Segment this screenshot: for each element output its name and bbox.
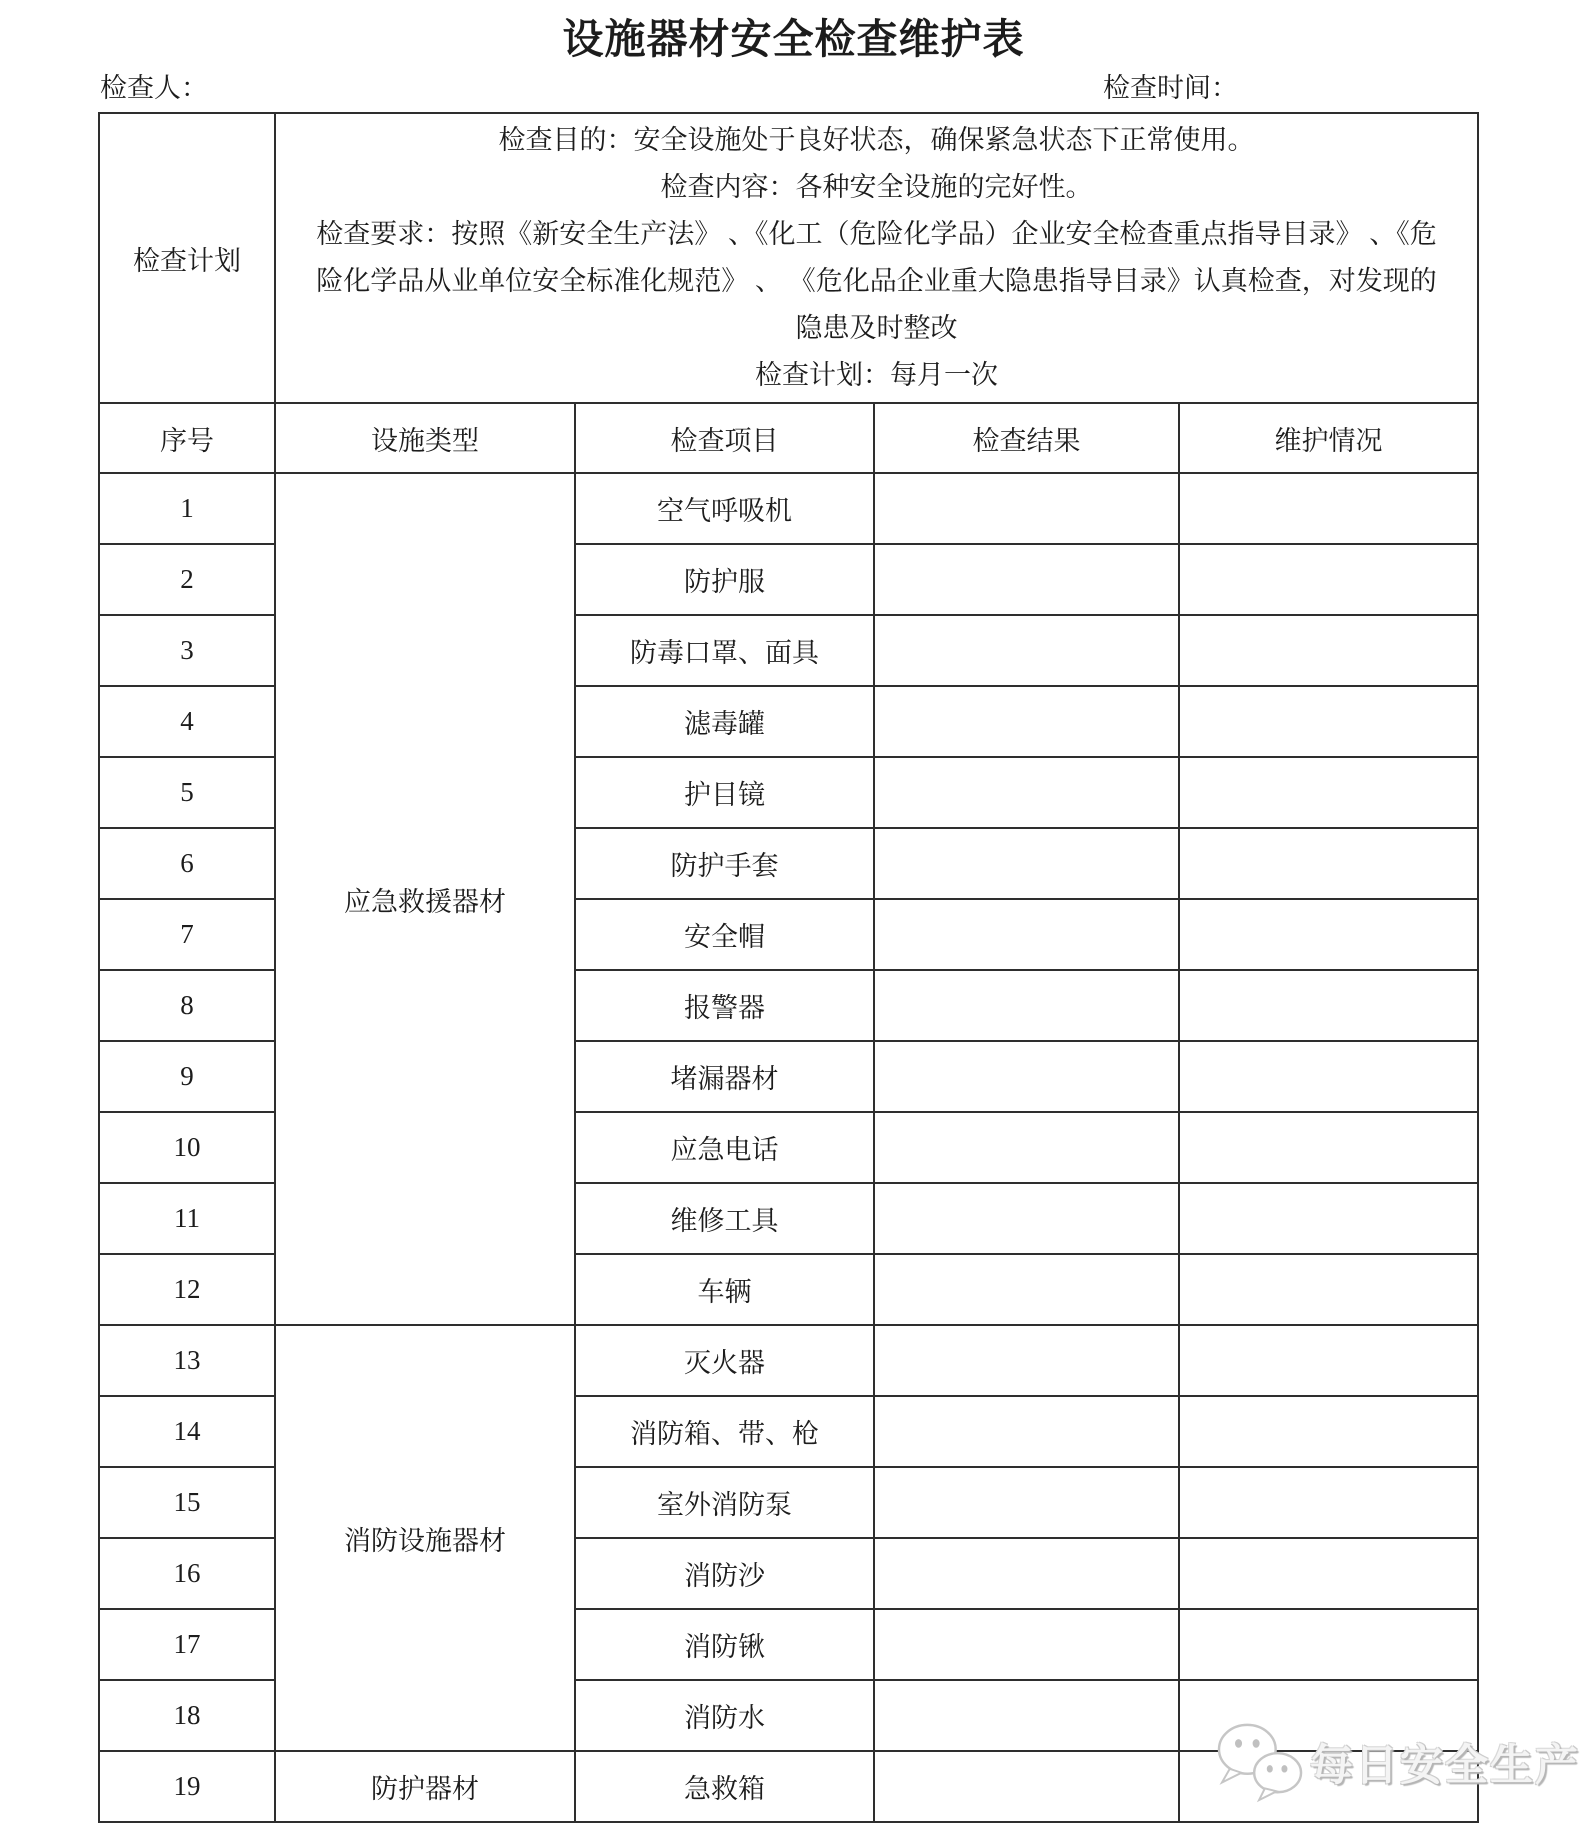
- result-cell: [874, 1254, 1179, 1325]
- plan-line: 检查内容：各种安全设施的完好性。: [660, 172, 1093, 202]
- maintenance-cell: [1179, 757, 1478, 828]
- maintenance-cell: [1179, 544, 1478, 615]
- inspection-table: [98, 112, 1479, 1823]
- plan-row-label: 检查计划: [99, 113, 275, 403]
- result-cell: [874, 1680, 1179, 1751]
- maintenance-cell: [1179, 1609, 1478, 1680]
- item-cell: 消防沙: [575, 1538, 874, 1609]
- result-cell: [874, 1751, 1179, 1822]
- item-cell: 滤毒罐: [575, 686, 874, 757]
- result-cell: [874, 473, 1179, 544]
- item-cell: 防护服: [575, 544, 874, 615]
- result-cell: [874, 899, 1179, 970]
- row-number-cell: 19: [99, 1751, 275, 1822]
- item-cell: 应急电话: [575, 1112, 874, 1183]
- header-check-result: 检查结果: [874, 403, 1179, 473]
- row-number-cell: 5: [99, 757, 275, 828]
- meta-row: [98, 66, 1477, 106]
- row-number-cell: 8: [99, 970, 275, 1041]
- plan-line: 隐患及时整改: [795, 313, 958, 343]
- maintenance-cell: [1179, 1183, 1478, 1254]
- row-number-cell: 10: [99, 1112, 275, 1183]
- maintenance-cell: [1179, 1325, 1478, 1396]
- item-cell: 报警器: [575, 970, 874, 1041]
- plan-line: 检查要求：按照《新安全生产法》 、《化工（危险化学品）企业安全检查重点指导目录》 、《危: [316, 219, 1437, 249]
- plan-line: 检查计划：每月一次: [755, 360, 998, 390]
- row-number-cell: 15: [99, 1467, 275, 1538]
- header-facility-type: 设施类型: [275, 403, 575, 473]
- item-cell: 室外消防泵: [575, 1467, 874, 1538]
- row-number-cell: 11: [99, 1183, 275, 1254]
- item-cell: 灭火器: [575, 1325, 874, 1396]
- item-cell: 消防水: [575, 1680, 874, 1751]
- maintenance-cell: [1179, 970, 1478, 1041]
- result-cell: [874, 544, 1179, 615]
- header-maintenance-status: 维护情况: [1179, 403, 1478, 473]
- result-cell: [874, 1538, 1179, 1609]
- result-cell: [874, 1325, 1179, 1396]
- row-number-cell: 18: [99, 1680, 275, 1751]
- maintenance-cell: [1179, 686, 1478, 757]
- item-cell: 维修工具: [575, 1183, 874, 1254]
- maintenance-cell: [1179, 899, 1478, 970]
- row-number-cell: 2: [99, 544, 275, 615]
- row-number-cell: 4: [99, 686, 275, 757]
- result-cell: [874, 1112, 1179, 1183]
- table-row: [99, 473, 1478, 544]
- item-cell: 空气呼吸机: [575, 473, 874, 544]
- maintenance-cell: [1179, 1396, 1478, 1467]
- item-cell: 消防箱、带、枪: [575, 1396, 874, 1467]
- row-number-cell: 14: [99, 1396, 275, 1467]
- result-cell: [874, 828, 1179, 899]
- plan-line: 险化学品从业单位安全标准化规范》 、 《危化品企业重大隐患指导目录》认真检查，对发现的: [316, 266, 1437, 296]
- plan-line: 检查目的：安全设施处于良好状态，确保紧急状态下正常使用。: [498, 125, 1255, 155]
- maintenance-cell: [1179, 1680, 1478, 1751]
- result-cell: [874, 1467, 1179, 1538]
- maintenance-cell: [1179, 1112, 1478, 1183]
- inspector-label: 检查人：: [100, 73, 208, 103]
- row-number-cell: 16: [99, 1538, 275, 1609]
- watermark-text: 每日安全生产: [1310, 1742, 1580, 1790]
- row-number-cell: 17: [99, 1609, 275, 1680]
- item-cell: 防毒口罩、面具: [575, 615, 874, 686]
- item-cell: 消防锹: [575, 1609, 874, 1680]
- header-serial-number: 序号: [99, 403, 275, 473]
- result-cell: [874, 970, 1179, 1041]
- maintenance-cell: [1179, 828, 1478, 899]
- page-title: 设施器材安全检查维护表: [562, 16, 1025, 62]
- result-cell: [874, 1041, 1179, 1112]
- row-number-cell: 7: [99, 899, 275, 970]
- row-number-cell: 13: [99, 1325, 275, 1396]
- maintenance-cell: [1179, 473, 1478, 544]
- row-number-cell: 6: [99, 828, 275, 899]
- item-cell: 护目镜: [575, 757, 874, 828]
- maintenance-cell: [1179, 1751, 1478, 1822]
- item-cell: 安全帽: [575, 899, 874, 970]
- result-cell: [874, 686, 1179, 757]
- category-cell: 应急救援器材: [275, 473, 575, 1325]
- item-cell: 车辆: [575, 1254, 874, 1325]
- category-cell: 消防设施器材: [275, 1325, 575, 1751]
- plan-row: [99, 113, 1478, 403]
- result-cell: [874, 757, 1179, 828]
- row-number-cell: 9: [99, 1041, 275, 1112]
- maintenance-cell: [1179, 615, 1478, 686]
- plan-text-cell: [275, 113, 1478, 403]
- maintenance-cell: [1179, 1538, 1478, 1609]
- item-cell: 防护手套: [575, 828, 874, 899]
- maintenance-cell: [1179, 1467, 1478, 1538]
- table-row: [99, 1751, 1478, 1822]
- inspection-time-label: 检查时间：: [1103, 73, 1238, 103]
- item-cell: 急救箱: [575, 1751, 874, 1822]
- item-cell: 堵漏器材: [575, 1041, 874, 1112]
- result-cell: [874, 615, 1179, 686]
- row-number-cell: 12: [99, 1254, 275, 1325]
- result-cell: [874, 1609, 1179, 1680]
- table-header-row: [99, 403, 1478, 473]
- header-check-item: 检查项目: [575, 403, 874, 473]
- maintenance-cell: [1179, 1254, 1478, 1325]
- row-number-cell: 1: [99, 473, 275, 544]
- result-cell: [874, 1396, 1179, 1467]
- table-row: [99, 1325, 1478, 1396]
- maintenance-cell: [1179, 1041, 1478, 1112]
- row-number-cell: 3: [99, 615, 275, 686]
- result-cell: [874, 1183, 1179, 1254]
- category-cell: 防护器材: [275, 1751, 575, 1822]
